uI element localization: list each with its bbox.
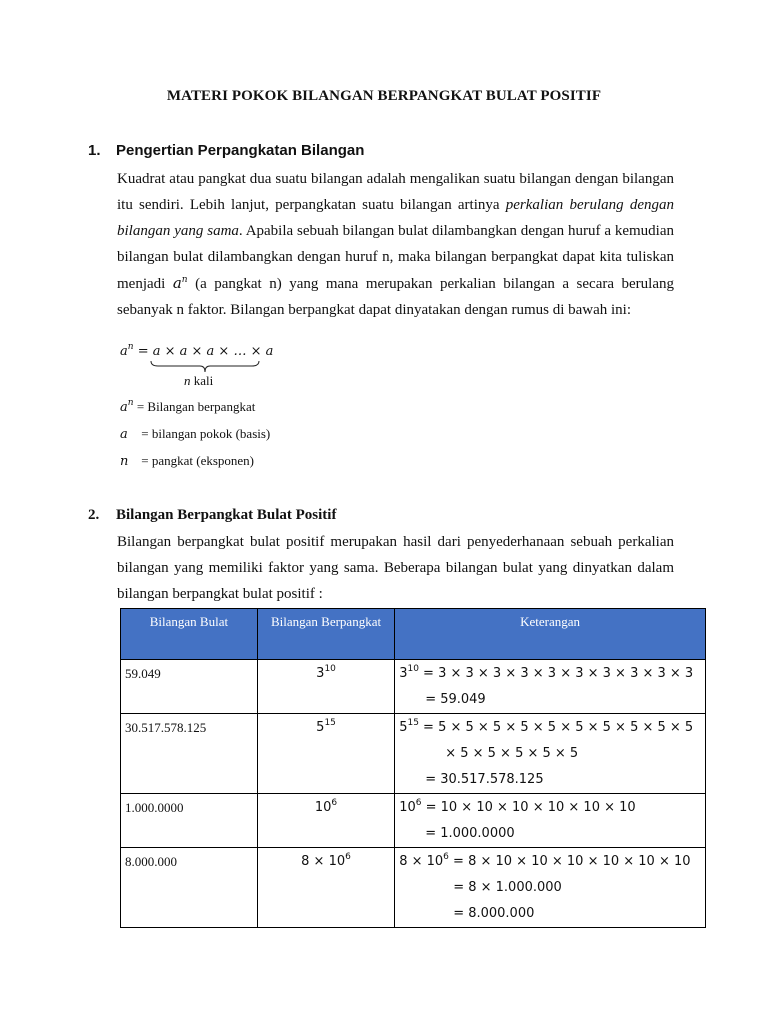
cell-explanation: $3^{10} = 3 \times 3 \times 3 \times 3 \times 3 \times 3 \times 3 \times 3 \times 3 \times 3$ = 59.049 [395,660,706,714]
table-row [121,848,706,928]
cell-integer: 30.517.578.125 [121,714,258,794]
cell-integer: 8.000.000 [121,848,258,928]
section-2-paragraph: Bilangan berpangkat bulat positif merupakan hasil dari penyederhanaan sebuah perkalian bilangan yang memiliki faktor yang sama. Beberapa bilangan bulat yang dinyatkan dalam bilangan berpangkat bulat positif : [117,534,674,602]
table-row [121,794,706,848]
table-header-row [121,609,706,660]
paragraph-italic: perkalian berulang dengan bilangan yang sama [117,197,674,239]
header-bilangan-bulat: Bilangan Bulat [121,609,258,660]
cell-power: $5^{15}$ [257,714,394,794]
section-1-paragraph [117,166,674,323]
cell-explanation: $10^6 = 10 \times 10 \times 10 \times 10 \times 10 \times 10$ = 1.000.0000 [395,794,706,848]
cell-explanation: $8 \times 10^6 = 8 \times 10 \times 10 \times 10 \times 10 \times 10 \times 10$ = 8 × 1.000.000 = 8.000.000 [395,848,706,928]
cell-integer: 1.000.0000 [121,794,258,848]
definition-exponent: n = pangkat (eksponen) [120,453,254,469]
cell-power: $10^6$ [257,794,394,848]
definition-power: $a^n$ = Bilangan berpangkat [120,398,256,415]
section-2-number: 2. [88,507,100,523]
cell-power: $3^{10}$ [257,660,394,714]
section-2-title: Bilangan Berpangkat Bulat Positif [116,507,337,523]
document-title: MATERI POKOK BILANGAN BERPANGKAT BULAT POSITIF [166,88,602,104]
header-keterangan: Keterangan [395,609,706,660]
section-2-heading [88,507,336,524]
underbrace [150,360,260,374]
cell-integer: 59.049 [121,660,258,714]
table-row [121,714,706,794]
powers-table [120,608,706,928]
brace-label: n kali [184,373,214,388]
power-formula: $a^n = a \times a \times a$ × … × a [120,342,274,359]
header-bilangan-berpangkat: Bilangan Berpangkat [257,609,394,660]
section-1-heading [88,142,364,159]
paragraph-text-a: Kuadrat atau pangkat dua suatu bilangan adalah mengalikan suatu bilangan dengan bilangan itu sendiri. Lebih lanjut, perpangkatan suatu bilangan artinya [117,171,674,213]
power-notation: $a^n$ [172,274,188,292]
cell-power: $8 \times 10^6$ [257,848,394,928]
cell-explanation: $5^{15} = 5 \times 5 \times 5 \times 5 \times 5 \times 5 \times 5 \times 5 \times 5 \times 5$ × 5 × 5 × 5 × 5 × 5 = 30.517.578.125 [395,714,706,794]
section-1-number: 1. [88,142,101,159]
paragraph-text-b: . Apabila sebuah bilangan bulat dilambangkan dengan huruf a kemudian bilangan bulat dilambangkan dengan huruf n, maka bilangan berpangkat dapat kita tuliskan menjadi [117,223,674,292]
table-row [121,660,706,714]
section-1-title: Pengertian Perpangkatan Bilangan [116,142,365,159]
paragraph-text-c: (a pangkat n) yang mana merupakan perkalian bilangan a secara berulang sebanyak n faktor. Bilangan berpangkat dapat dinyatakan dengan rumus di bawah ini: [117,276,674,318]
definition-base: a = bilangan pokok (basis) [120,426,271,442]
